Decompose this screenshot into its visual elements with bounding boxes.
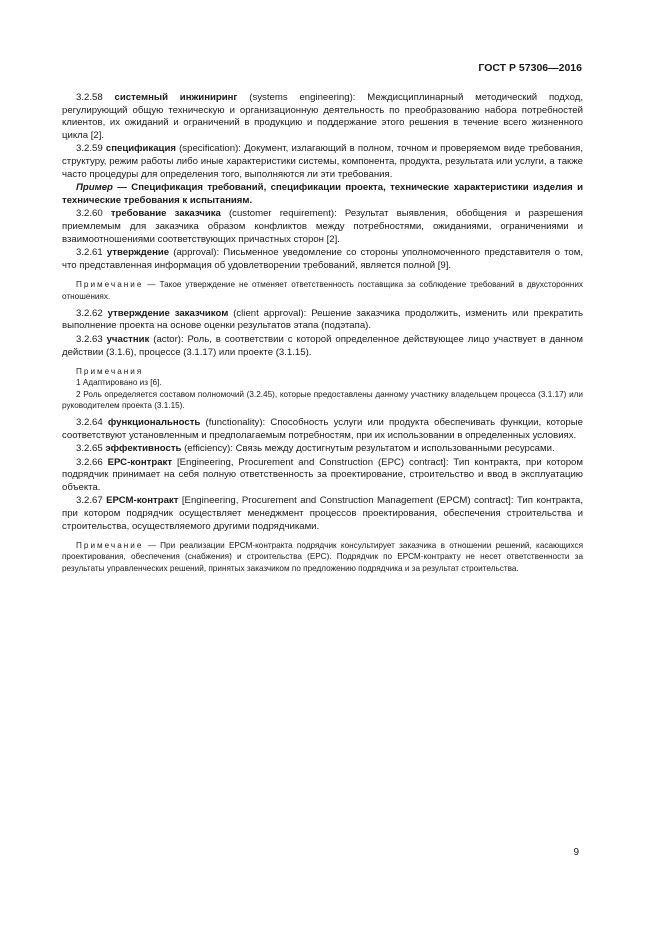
term-title: требование заказчика (110, 208, 221, 220)
term-3-2-60 (62, 208, 583, 246)
term-definition: (specification): Документ, излагающий в полном, точном и проверяемом виде требования, структуру, режим работы либо иные характеристики системы, компонента, продукта, результата или услуги, а также часто процедуры для определения того, выполняются ли эти требования. (62, 143, 583, 180)
note-text: — При реализации ЕРСМ-контракта подрядчик консультирует заказчика в отношении решений, касающихся проектирования, обеспечения (снабжения) и строительства (ЕРС). Подрядчик по ЕРСМ-контракту не несет ответственности за результаты управленческих решений, принятых заказчиком по предложению подрядчика и за результат строительства. (62, 541, 583, 573)
note-text: — Такое утверждение не отменяет ответственность поставщика за соблюдение требований в двухсторонних отношениях. (62, 280, 583, 301)
term-definition: (actor): Роль, в соответствии с которой определенное действующее лицо участвует в данном действии (3.1.6), процессе (3.1.17) или проекте (3.1.15). (62, 333, 583, 358)
term-title: ЕРС-контракт (107, 456, 173, 468)
term-number: 3.2.59 (76, 143, 103, 155)
term-number: 3.2.65 (76, 443, 103, 455)
term-number: 3.2.62 (76, 307, 103, 319)
term-definition: (functionality): Способность услуги или продукта обеспечивать функции, которые соответствуют установленным и предполагаемым потребностям, при их использовании в определенных условиях. (62, 416, 583, 441)
term-number: 3.2.61 (76, 247, 103, 259)
term-number: 3.2.67 (76, 495, 103, 507)
term-3-2-67 (62, 495, 583, 533)
term-title: функциональность (107, 416, 201, 428)
term-title: ЕРСМ-контракт (106, 495, 179, 507)
term-number: 3.2.58 (76, 92, 103, 103)
term-definition: (efficiency): Связь между достигнутым результатом и использованными ресурсами. (181, 443, 555, 455)
term-definition: (client approval): Решение заказчика продолжить, изменить или прекратить выполнение проекта на основе оценки результатов этапа (подэтапа). (62, 307, 583, 332)
document-number: ГОСТ Р 57306—2016 (478, 62, 582, 74)
note-item-1: 1 Адаптировано из [6]. (76, 378, 162, 388)
term-number: 3.2.63 (76, 333, 103, 345)
term-3-2-62 (62, 308, 583, 333)
term-definition: [Engineering, Procurement and Construction Management (EPCM) contract]: Тип контракта, при котором подрядчик осуществляет менеджмент процессов проектирования, обеспечения строительства и строительства, осуществляемого другими подрядчиками. (62, 495, 584, 532)
term-definition: (approval): Письменное уведомление со стороны уполномоченного представителя о том, что представленная информация об удовлетворении требований, является полной [9]. (62, 247, 583, 271)
notes-label-text: Примечания (76, 367, 144, 377)
term-number: 3.2.60 (76, 208, 103, 220)
term-definition: (customer requirement): Результат выявления, обобщения и разрешения приемлемым для заказчика образом конфликтов между потребностями, ожиданиями, ограничениями и взаимоотношениями соответствующих причастных сторон [2]. (62, 208, 583, 245)
notes-label (62, 366, 583, 377)
term-title: спецификация (105, 143, 176, 155)
note-3-2-61 (62, 279, 583, 301)
page-number: 9 (573, 847, 579, 858)
example-paragraph (62, 182, 583, 207)
term-title: эффективность (105, 443, 182, 455)
note-3-2-67 (62, 540, 583, 574)
term-definition: (systems engineering): Междисциплинарный методический подход, регулирующий общую техническую и организационную деятельность по преобразованию набора потребностей клиентов, их ожиданий и ограничений в продукцию и поддержание этого решения в течение всего жизненного цикла [2]. (62, 92, 583, 141)
term-3-2-66 (62, 457, 583, 495)
term-title: утверждение заказчиком (107, 307, 229, 319)
term-3-2-61 (62, 247, 583, 272)
term-definition: [Engineering, Procurement and Construction (EPC) contract]: Тип контракта, при котором подрядчик принимает на себя полную ответственность за проектирование, строительство и ввод в эксплуатацию объекта. (62, 456, 583, 493)
term-number: 3.2.66 (76, 456, 103, 468)
term-number: 3.2.64 (76, 416, 103, 428)
term-3-2-63 (62, 334, 583, 359)
term-3-2-65 (62, 443, 583, 456)
note-label: Примечание (76, 541, 144, 551)
example-label: Пример (76, 182, 113, 194)
note-label: Примечание (76, 280, 144, 290)
document-body (62, 92, 583, 580)
term-title: участник (106, 333, 150, 345)
term-3-2-64 (62, 417, 583, 442)
note-item-2: 2 Роль определяется составом полномочий (3.2.45), которые предоставлены данному участнику владельцем процесса (3.1.17) или руководителем проекта (3.1.15). (62, 389, 583, 410)
term-title: утверждение (106, 247, 170, 259)
term-title: системный инжиниринг (114, 92, 238, 103)
term-3-2-59 (62, 143, 583, 181)
example-text: — Спецификация требований, спецификации проекта, технические характеристики изделия и технические требования к испытаниям. (62, 182, 583, 206)
term-3-2-58 (62, 92, 583, 142)
